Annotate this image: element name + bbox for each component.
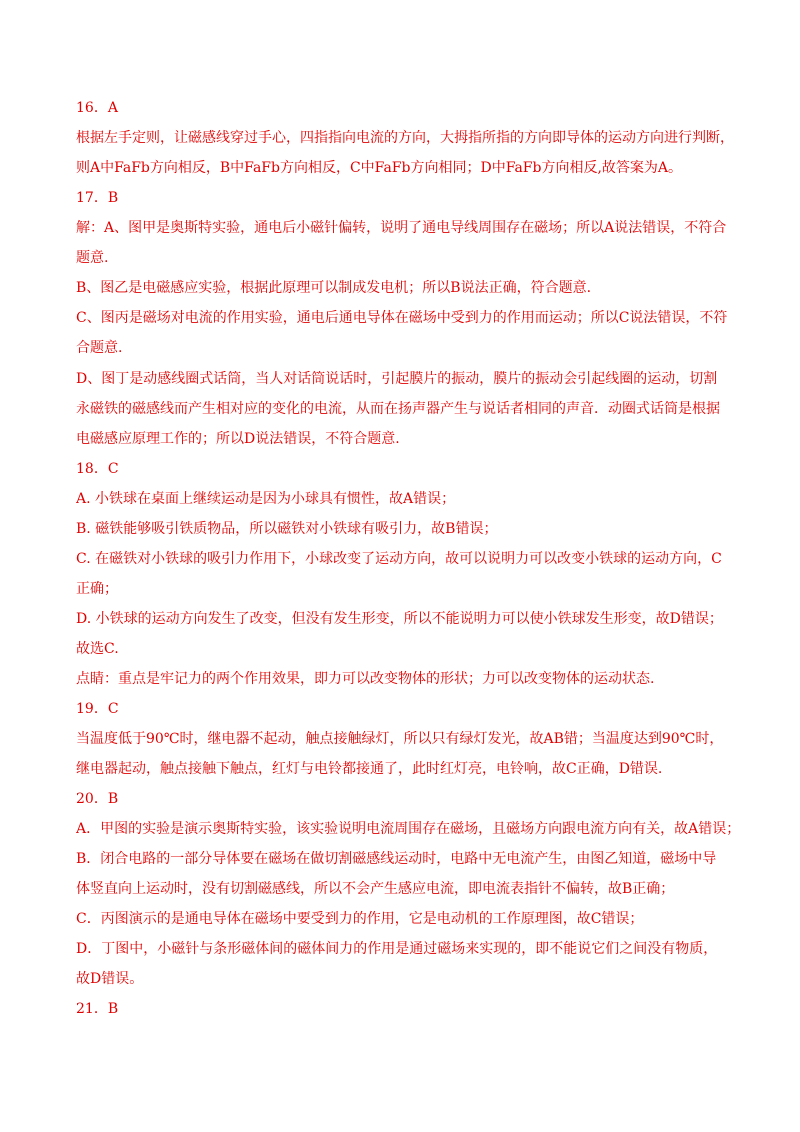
text-line: 故D错误。: [76, 971, 144, 987]
text-line: C. 在磁铁对小铁球的吸引力作用下，小球改变了运动方向，故可以说明力可以改变小铁球的运动方向，C: [76, 551, 722, 567]
text-line: B．闭合电路的一部分导体要在磁场在做切割磁感线运动时，电路中无电流产生，由图乙知道，磁场中导: [76, 851, 717, 867]
text-line: 题意.: [76, 250, 109, 266]
text-line: B、图乙是电磁感应实验，根据此原理可以制成发电机；所以B说法正确，符合题意.: [76, 280, 592, 296]
text-line: 点睛：重点是牢记力的两个作用效果，即力可以改变物体的形状；力可以改变物体的运动状态.: [76, 671, 655, 687]
text-line: A. 小铁球在桌面上继续运动是因为小球具有惯性，故A错误；: [76, 491, 456, 507]
text-line: 永磁铁的磁感线而产生相对应的变化的电流，从而在扬声器产生与说话者相同的声音．动圈式话筒是根据: [76, 401, 720, 417]
text-line: 解：A、图甲是奥斯特实验，通电后小磁针偏转，说明了通电导线周围存在磁场；所以A说法错误，不符合: [76, 220, 727, 236]
text-line: B. 磁铁能够吸引铁质物品，所以磁铁对小铁球有吸引力，故B错误；: [76, 521, 498, 537]
answer-18-heading: 18．C: [76, 461, 119, 477]
text-line: 则A中FaFb方向相反，B中FaFb方向相反，C中FaFb方向相同；D中FaFb方向相反,故答案为A。: [76, 160, 683, 176]
text-line: 继电器起动，触点接触下触点，红灯与电铃都接通了，此时红灯亮，电铃响，故C正确，D错误.: [76, 761, 663, 777]
text-line: 电磁感应原理工作的；所以D说法错误，不符合题意.: [76, 431, 400, 447]
text-line: 正确；: [76, 581, 118, 597]
answer-19-heading: 19．C: [76, 701, 119, 717]
text-line: D．丁图中，小磁针与条形磁体间的磁体间力的作用是通过磁场来实现的，即不能说它们之间没有物质，: [76, 941, 718, 957]
text-line: 当温度低于90℃时，继电器不起动，触点接触绿灯，所以只有绿灯发光，故AB错；当温度达到90℃时，: [76, 731, 724, 747]
answer-20-heading: 20．B: [76, 791, 119, 807]
text-line: 合题意.: [76, 340, 123, 356]
text-line: D、图丁是动感线圈式话筒，当人对话筒说话时，引起膜片的振动，膜片的振动会引起线圈的运动，切割: [76, 371, 718, 387]
text-line: D. 小铁球的运动方向发生了改变，但没有发生形变，所以不能说明力可以使小铁球发生形变，故D错误；: [76, 611, 723, 627]
text-line: 体竖直向上运动时，没有切割磁感线，所以不会产生感应电流，即电流表指针不偏转，故B正确；: [76, 881, 675, 897]
answer-21-heading: 21．B: [76, 1001, 119, 1017]
answer-16-heading: 16．A: [76, 100, 118, 116]
text-line: C．丙图演示的是通电导体在磁场中要受到力的作用，它是电动机的工作原理图，故C错误；: [76, 911, 644, 927]
text-line: 故选C.: [76, 641, 119, 657]
text-line: A．甲图的实验是演示奥斯特实验，该实验说明电流周围存在磁场，且磁场方向跟电流方向有关，故A错误；: [76, 821, 741, 837]
answer-17-heading: 17．B: [76, 190, 119, 206]
text-line: C、图丙是磁场对电流的作用实验，通电后通电导体在磁场中受到力的作用而运动；所以C说法错误，不符: [76, 310, 728, 326]
text-line: 根据左手定则，让磁感线穿过手心，四指指向电流的方向，大拇指所指的方向即导体的运动方向进行判断，: [76, 130, 734, 146]
